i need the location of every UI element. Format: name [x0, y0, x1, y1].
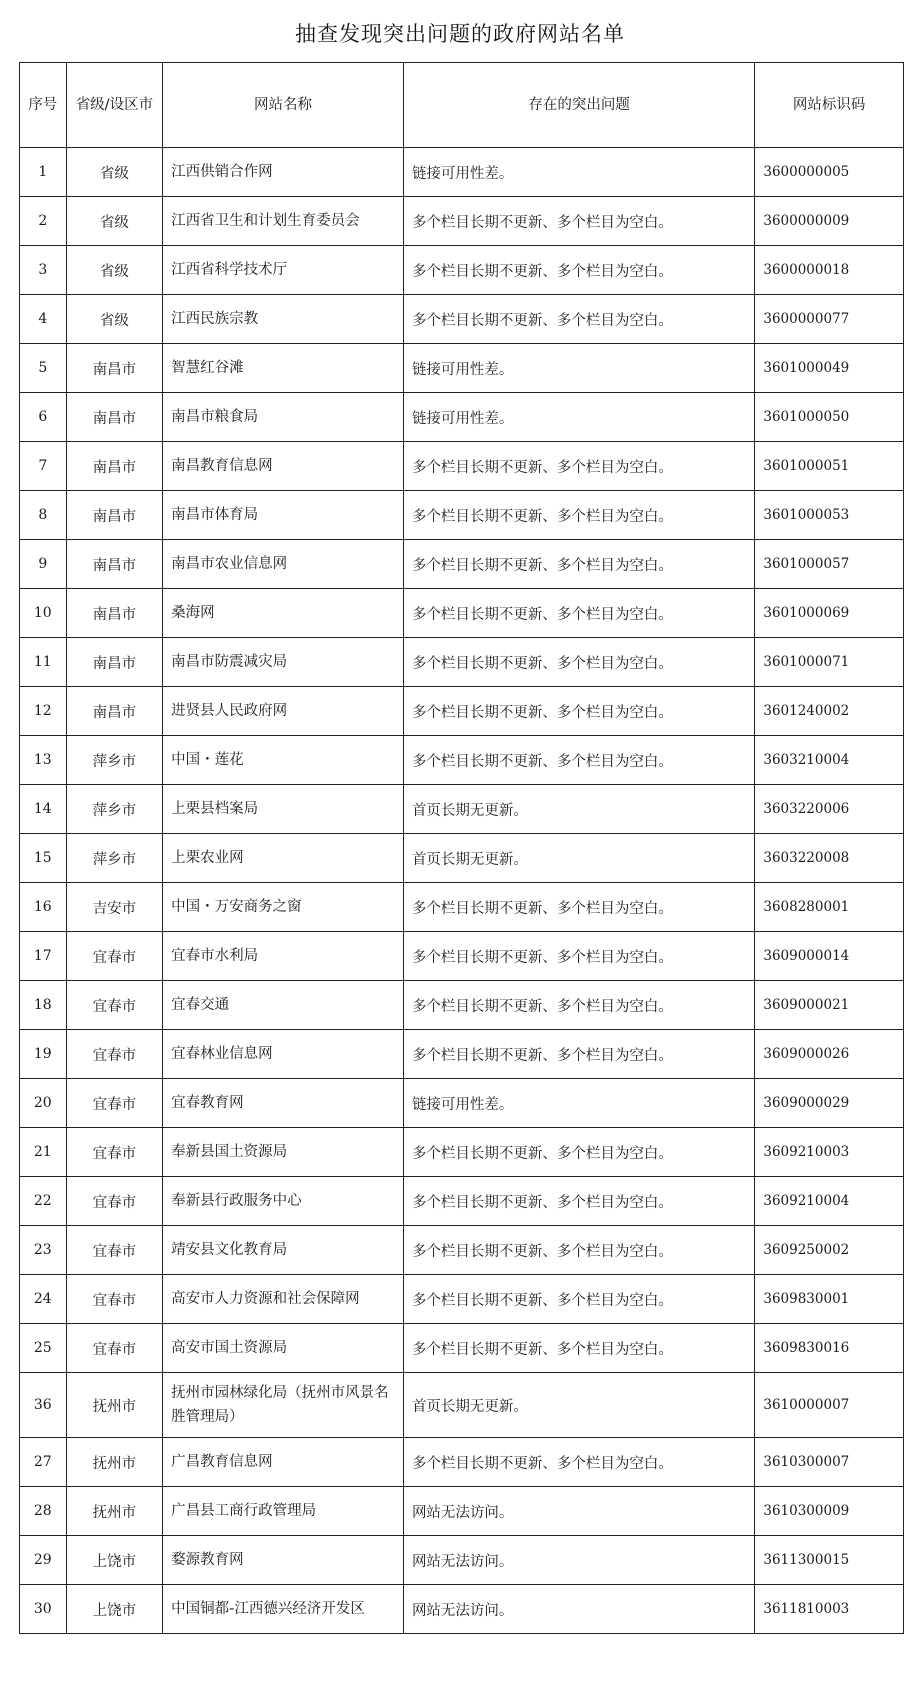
cell-site-name: 宜春交通	[163, 981, 404, 1030]
cell-site-name: 中国・莲花	[163, 736, 404, 785]
cell-serial: 9	[20, 540, 67, 589]
cell-site-name: 上栗农业网	[163, 834, 404, 883]
table-row	[20, 491, 904, 540]
cell-site-name: 南昌教育信息网	[163, 442, 404, 491]
cell-site-code: 3601000071	[755, 638, 904, 687]
cell-serial: 22	[20, 1177, 67, 1226]
cell-site-name: 江西民族宗教	[163, 295, 404, 344]
cell-site-name: 婺源教育网	[163, 1536, 404, 1585]
cell-site-code: 3608280001	[755, 883, 904, 932]
table-row	[20, 785, 904, 834]
cell-site-code: 3611810003	[755, 1585, 904, 1634]
header-serial: 序号	[20, 63, 67, 148]
cell-site-code: 3601000050	[755, 393, 904, 442]
table-row	[20, 1226, 904, 1275]
table-row	[20, 981, 904, 1030]
cell-level: 南昌市	[66, 393, 163, 442]
cell-issue: 网站无法访问。	[403, 1536, 754, 1585]
cell-issue: 链接可用性差。	[403, 148, 754, 197]
cell-issue: 多个栏目长期不更新、多个栏目为空白。	[403, 981, 754, 1030]
cell-site-code: 3611300015	[755, 1536, 904, 1585]
table-row	[20, 1373, 904, 1438]
cell-issue: 链接可用性差。	[403, 344, 754, 393]
header-site-code: 网站标识码	[755, 63, 904, 148]
table-row	[20, 1275, 904, 1324]
cell-site-code: 3600000018	[755, 246, 904, 295]
cell-site-code: 3609830016	[755, 1324, 904, 1373]
cell-site-code: 3600000077	[755, 295, 904, 344]
cell-site-name: 奉新县行政服务中心	[163, 1177, 404, 1226]
cell-issue: 多个栏目长期不更新、多个栏目为空白。	[403, 197, 754, 246]
header-level: 省级/设区市	[66, 63, 163, 148]
cell-level: 宜春市	[66, 1079, 163, 1128]
cell-serial: 18	[20, 981, 67, 1030]
header-issue: 存在的突出问题	[403, 63, 754, 148]
table-row	[20, 589, 904, 638]
cell-issue: 多个栏目长期不更新、多个栏目为空白。	[403, 638, 754, 687]
cell-site-code: 3610300007	[755, 1438, 904, 1487]
cell-site-code: 3601000057	[755, 540, 904, 589]
cell-serial: 15	[20, 834, 67, 883]
cell-site-code: 3609210004	[755, 1177, 904, 1226]
cell-issue: 多个栏目长期不更新、多个栏目为空白。	[403, 442, 754, 491]
cell-site-name: 奉新县国土资源局	[163, 1128, 404, 1177]
cell-serial: 21	[20, 1128, 67, 1177]
cell-issue: 多个栏目长期不更新、多个栏目为空白。	[403, 1275, 754, 1324]
cell-serial: 29	[20, 1536, 67, 1585]
page-title: 抽查发现突出问题的政府网站名单	[295, 22, 625, 46]
cell-level: 省级	[66, 295, 163, 344]
cell-site-code: 3609830001	[755, 1275, 904, 1324]
cell-serial: 4	[20, 295, 67, 344]
table-row	[20, 638, 904, 687]
cell-issue: 多个栏目长期不更新、多个栏目为空白。	[403, 540, 754, 589]
cell-site-code: 3609000021	[755, 981, 904, 1030]
cell-site-name: 桑海网	[163, 589, 404, 638]
cell-serial: 36	[20, 1373, 67, 1438]
website-list-table	[19, 62, 904, 1634]
table-row	[20, 1536, 904, 1585]
cell-serial: 24	[20, 1275, 67, 1324]
cell-site-code: 3600000009	[755, 197, 904, 246]
cell-issue: 多个栏目长期不更新、多个栏目为空白。	[403, 295, 754, 344]
cell-site-name: 高安市人力资源和社会保障网	[163, 1275, 404, 1324]
cell-issue: 链接可用性差。	[403, 393, 754, 442]
cell-serial: 11	[20, 638, 67, 687]
cell-site-name: 江西省卫生和计划生育委员会	[163, 197, 404, 246]
cell-site-name: 靖安县文化教育局	[163, 1226, 404, 1275]
cell-serial: 25	[20, 1324, 67, 1373]
cell-level: 宜春市	[66, 1128, 163, 1177]
table-row	[20, 932, 904, 981]
cell-issue: 首页长期无更新。	[403, 785, 754, 834]
cell-site-code: 3609000029	[755, 1079, 904, 1128]
table-row	[20, 1177, 904, 1226]
cell-site-name: 江西省科学技术厅	[163, 246, 404, 295]
cell-level: 萍乡市	[66, 736, 163, 785]
cell-site-name: 中国铜都-江西德兴经济开发区	[163, 1585, 404, 1634]
cell-issue: 多个栏目长期不更新、多个栏目为空白。	[403, 932, 754, 981]
table-row	[20, 1487, 904, 1536]
cell-level: 吉安市	[66, 883, 163, 932]
cell-site-code: 3601000069	[755, 589, 904, 638]
table-body	[20, 148, 904, 1634]
table-row	[20, 540, 904, 589]
cell-issue: 多个栏目长期不更新、多个栏目为空白。	[403, 1226, 754, 1275]
table-row	[20, 246, 904, 295]
cell-issue: 网站无法访问。	[403, 1585, 754, 1634]
cell-site-name: 南昌市农业信息网	[163, 540, 404, 589]
cell-serial: 28	[20, 1487, 67, 1536]
cell-site-code: 3601000051	[755, 442, 904, 491]
cell-site-name: 宜春林业信息网	[163, 1030, 404, 1079]
table-row	[20, 736, 904, 785]
table-row	[20, 883, 904, 932]
cell-level: 南昌市	[66, 638, 163, 687]
cell-level: 南昌市	[66, 540, 163, 589]
cell-site-code: 3609000026	[755, 1030, 904, 1079]
cell-issue: 多个栏目长期不更新、多个栏目为空白。	[403, 246, 754, 295]
cell-site-name: 智慧红谷滩	[163, 344, 404, 393]
cell-site-code: 3609250002	[755, 1226, 904, 1275]
cell-site-code: 3601240002	[755, 687, 904, 736]
cell-serial: 10	[20, 589, 67, 638]
cell-level: 宜春市	[66, 1030, 163, 1079]
cell-site-code: 3603220008	[755, 834, 904, 883]
cell-serial: 19	[20, 1030, 67, 1079]
cell-issue: 多个栏目长期不更新、多个栏目为空白。	[403, 1324, 754, 1373]
cell-level: 省级	[66, 197, 163, 246]
cell-site-code: 3609000014	[755, 932, 904, 981]
cell-issue: 多个栏目长期不更新、多个栏目为空白。	[403, 1030, 754, 1079]
table-header-row	[20, 63, 904, 148]
cell-site-code: 3603220006	[755, 785, 904, 834]
cell-level: 南昌市	[66, 589, 163, 638]
cell-level: 南昌市	[66, 687, 163, 736]
table-row	[20, 295, 904, 344]
table-row	[20, 442, 904, 491]
cell-issue: 多个栏目长期不更新、多个栏目为空白。	[403, 1128, 754, 1177]
table-row	[20, 1585, 904, 1634]
cell-site-code: 3610300009	[755, 1487, 904, 1536]
table-row	[20, 197, 904, 246]
cell-level: 上饶市	[66, 1536, 163, 1585]
cell-site-name: 南昌市体育局	[163, 491, 404, 540]
table-row	[20, 1438, 904, 1487]
cell-level: 南昌市	[66, 442, 163, 491]
cell-level: 上饶市	[66, 1585, 163, 1634]
cell-serial: 6	[20, 393, 67, 442]
cell-level: 抚州市	[66, 1438, 163, 1487]
cell-site-name: 宜春教育网	[163, 1079, 404, 1128]
cell-site-name: 上栗县档案局	[163, 785, 404, 834]
cell-serial: 20	[20, 1079, 67, 1128]
header-site-name: 网站名称	[163, 63, 404, 148]
cell-site-name: 进贤县人民政府网	[163, 687, 404, 736]
cell-serial: 13	[20, 736, 67, 785]
cell-issue: 链接可用性差。	[403, 1079, 754, 1128]
cell-serial: 12	[20, 687, 67, 736]
cell-issue: 首页长期无更新。	[403, 1373, 754, 1438]
cell-serial: 3	[20, 246, 67, 295]
table-row	[20, 834, 904, 883]
cell-issue: 多个栏目长期不更新、多个栏目为空白。	[403, 491, 754, 540]
cell-serial: 17	[20, 932, 67, 981]
cell-level: 宜春市	[66, 1177, 163, 1226]
cell-site-name: 宜春市水利局	[163, 932, 404, 981]
cell-serial: 5	[20, 344, 67, 393]
cell-site-name: 广昌教育信息网	[163, 1438, 404, 1487]
cell-site-name: 南昌市防震减灾局	[163, 638, 404, 687]
cell-site-code: 3609210003	[755, 1128, 904, 1177]
cell-serial: 1	[20, 148, 67, 197]
cell-level: 萍乡市	[66, 834, 163, 883]
cell-serial: 23	[20, 1226, 67, 1275]
cell-level: 萍乡市	[66, 785, 163, 834]
cell-serial: 14	[20, 785, 67, 834]
cell-site-name: 中国・万安商务之窗	[163, 883, 404, 932]
cell-serial: 7	[20, 442, 67, 491]
cell-issue: 多个栏目长期不更新、多个栏目为空白。	[403, 736, 754, 785]
cell-level: 抚州市	[66, 1487, 163, 1536]
cell-level: 宜春市	[66, 932, 163, 981]
table-row	[20, 1128, 904, 1177]
cell-level: 省级	[66, 246, 163, 295]
cell-issue: 多个栏目长期不更新、多个栏目为空白。	[403, 883, 754, 932]
table-row	[20, 393, 904, 442]
cell-site-name: 江西供销合作网	[163, 148, 404, 197]
cell-level: 宜春市	[66, 1324, 163, 1373]
cell-level: 抚州市	[66, 1373, 163, 1438]
cell-level: 省级	[66, 148, 163, 197]
cell-serial: 27	[20, 1438, 67, 1487]
cell-issue: 多个栏目长期不更新、多个栏目为空白。	[403, 589, 754, 638]
cell-site-code: 3601000053	[755, 491, 904, 540]
cell-serial: 30	[20, 1585, 67, 1634]
cell-site-code: 3601000049	[755, 344, 904, 393]
table-row	[20, 344, 904, 393]
cell-issue: 首页长期无更新。	[403, 834, 754, 883]
cell-serial: 16	[20, 883, 67, 932]
cell-site-name: 南昌市粮食局	[163, 393, 404, 442]
cell-site-name: 抚州市园林绿化局（抚州市风景名胜管理局）	[163, 1373, 404, 1438]
cell-site-name: 高安市国土资源局	[163, 1324, 404, 1373]
cell-level: 宜春市	[66, 1226, 163, 1275]
cell-serial: 2	[20, 197, 67, 246]
cell-site-code: 3600000005	[755, 148, 904, 197]
cell-site-code: 3603210004	[755, 736, 904, 785]
table-row	[20, 1079, 904, 1128]
cell-issue: 多个栏目长期不更新、多个栏目为空白。	[403, 687, 754, 736]
cell-level: 南昌市	[66, 491, 163, 540]
cell-level: 宜春市	[66, 981, 163, 1030]
cell-level: 宜春市	[66, 1275, 163, 1324]
cell-site-code: 3610000007	[755, 1373, 904, 1438]
table-row	[20, 1324, 904, 1373]
table-row	[20, 148, 904, 197]
table-row	[20, 687, 904, 736]
cell-issue: 网站无法访问。	[403, 1487, 754, 1536]
cell-site-name: 广昌县工商行政管理局	[163, 1487, 404, 1536]
cell-issue: 多个栏目长期不更新、多个栏目为空白。	[403, 1177, 754, 1226]
cell-serial: 8	[20, 491, 67, 540]
table-row	[20, 1030, 904, 1079]
cell-issue: 多个栏目长期不更新、多个栏目为空白。	[403, 1438, 754, 1487]
cell-level: 南昌市	[66, 344, 163, 393]
